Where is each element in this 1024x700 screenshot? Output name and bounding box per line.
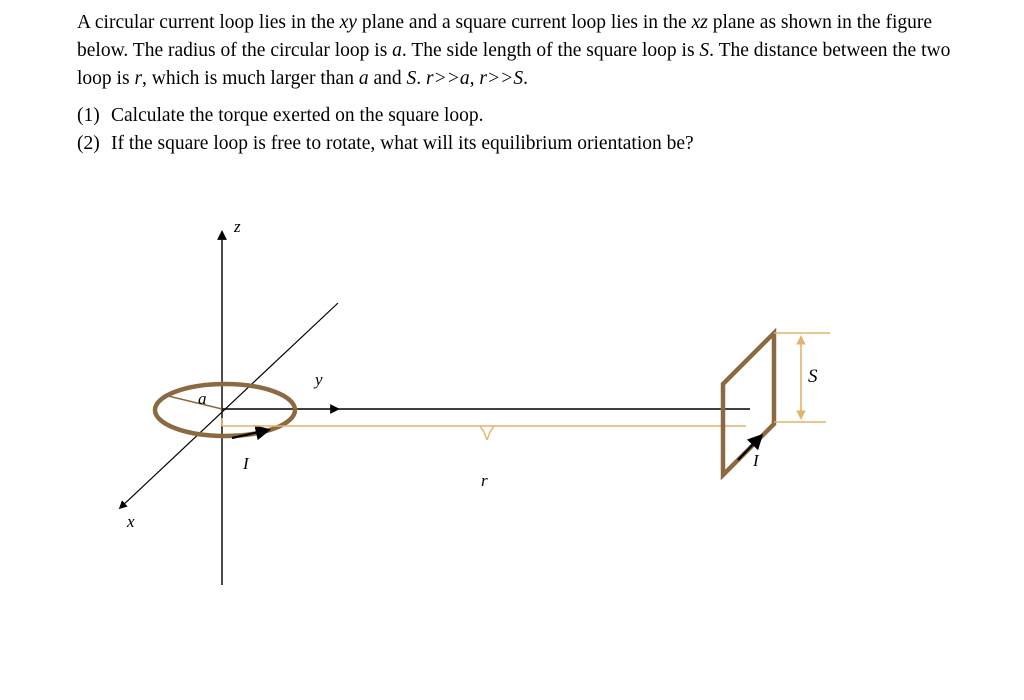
intro-var: S bbox=[406, 68, 417, 89]
intro-var: a bbox=[392, 40, 402, 61]
radius-label: a bbox=[198, 389, 207, 408]
intro-var: r bbox=[479, 68, 487, 89]
radius-line bbox=[164, 395, 222, 409]
intro-text: A circular current loop lies in the bbox=[77, 12, 340, 33]
intro-var: >> bbox=[433, 68, 460, 89]
intro-var: xy bbox=[339, 12, 357, 33]
intro-var: >> bbox=[487, 68, 514, 89]
z-axis-label: z bbox=[234, 217, 241, 236]
question-text: Calculate the torque exerted on the square loop. bbox=[111, 105, 484, 126]
current-label-circle: I bbox=[243, 454, 249, 473]
intro-var: S bbox=[513, 68, 524, 89]
question-number: (1) bbox=[77, 105, 100, 126]
y-axis-label: y bbox=[315, 370, 323, 389]
question-number: (2) bbox=[77, 133, 100, 154]
intro-var: xz bbox=[691, 12, 708, 33]
intro-text: . The side length of the square loop is bbox=[401, 40, 700, 61]
x-axis bbox=[120, 303, 338, 508]
intro-var: a bbox=[358, 68, 369, 89]
intro-text: plane as shown in the figure below. The radius of the circular loop is bbox=[77, 12, 933, 61]
distance-label: r bbox=[481, 471, 488, 490]
intro-text: . The distance between the two loop is bbox=[77, 40, 951, 89]
intro-var: r bbox=[134, 68, 143, 89]
intro-var: a bbox=[459, 68, 470, 89]
intro-var: r bbox=[425, 68, 434, 89]
intro-text: and bbox=[368, 68, 407, 89]
current-label-square: I bbox=[753, 451, 759, 470]
intro-text: . bbox=[416, 68, 426, 89]
intro-text: , bbox=[469, 68, 480, 89]
x-axis-label: x bbox=[127, 512, 135, 531]
side-label: S bbox=[808, 366, 818, 387]
square-loop bbox=[723, 333, 774, 475]
intro-text: , which is much larger than bbox=[142, 68, 359, 89]
question-text: If the square loop is free to rotate, what will its equilibrium orientation be? bbox=[111, 133, 694, 154]
intro-text: . bbox=[523, 68, 528, 89]
intro-var: S bbox=[699, 40, 710, 61]
intro-text: plane and a square current loop lies in the bbox=[356, 12, 692, 33]
distance-brace bbox=[480, 426, 494, 440]
